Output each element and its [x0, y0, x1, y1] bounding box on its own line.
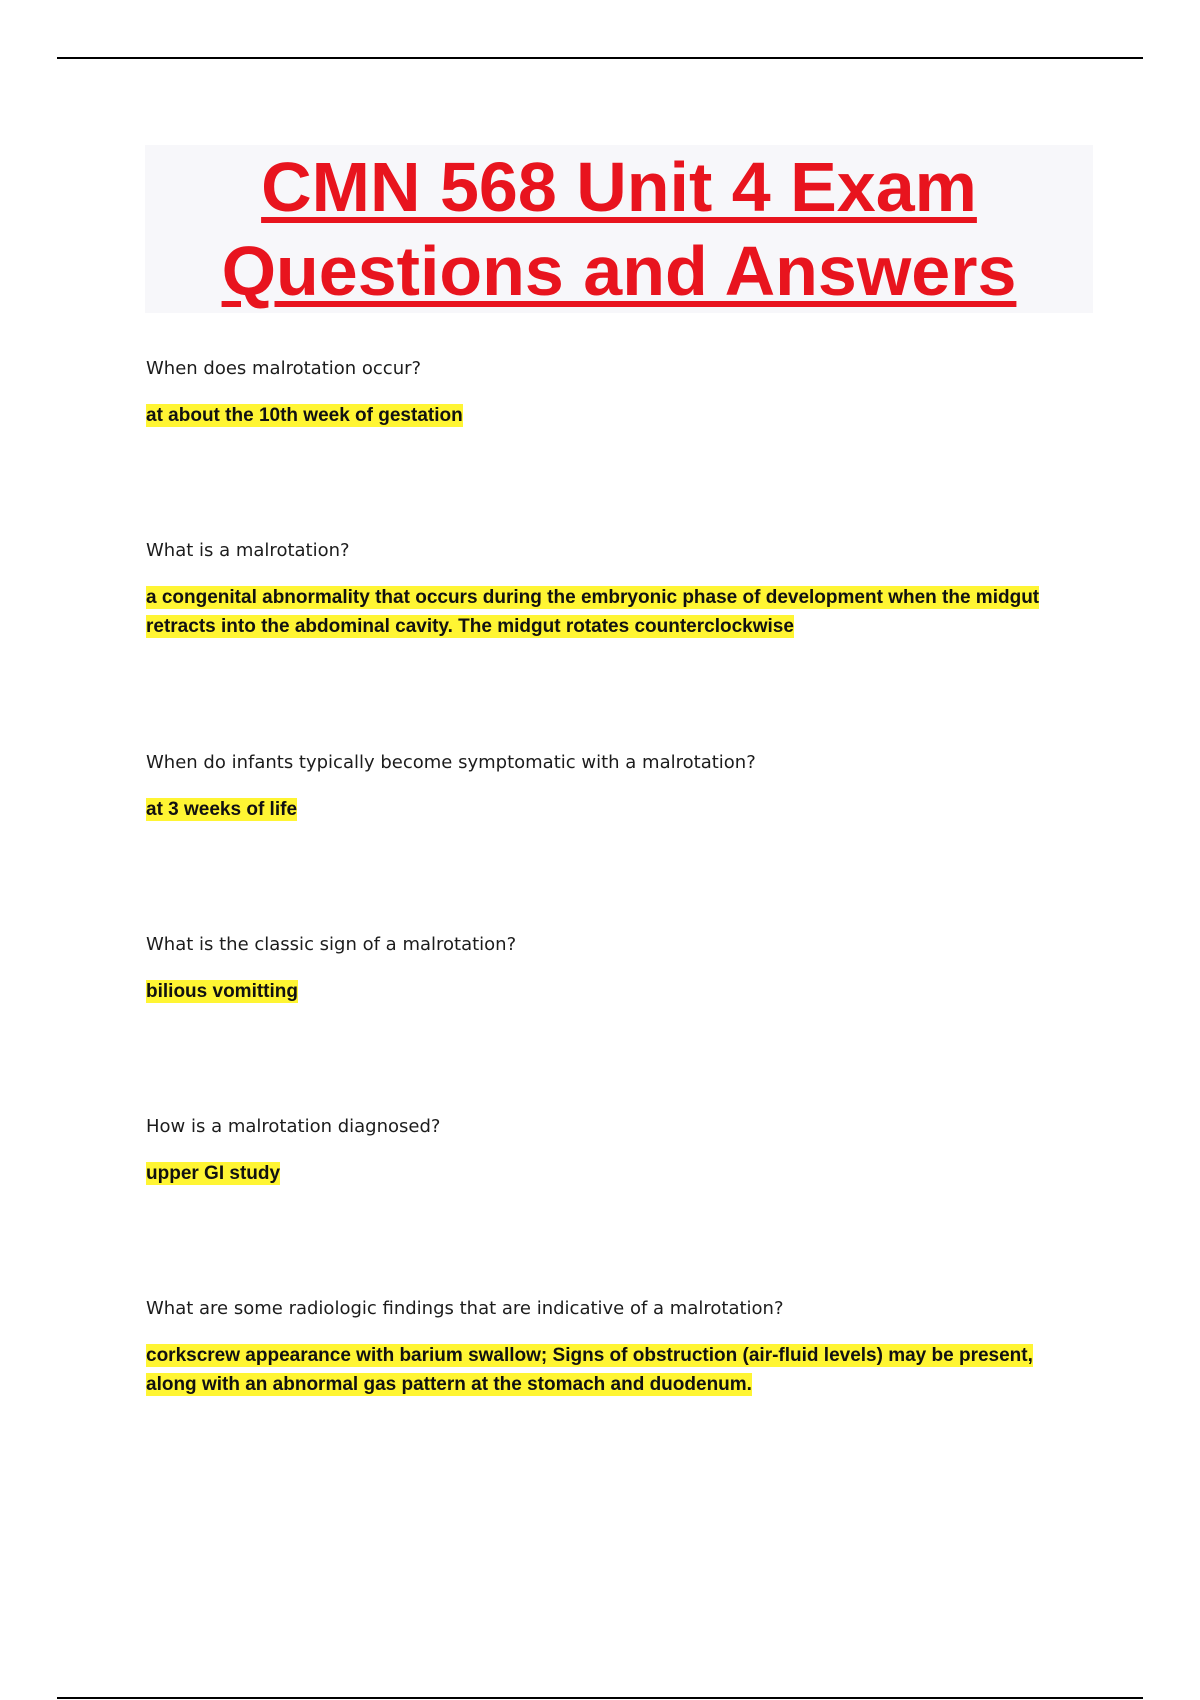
question-text: When do infants typically become symptomatic with a malrotation? [146, 752, 756, 773]
qa-item-4 [146, 933, 1086, 1006]
qa-item-2 [146, 539, 1086, 641]
question-text: How is a malrotation diagnosed? [146, 1116, 441, 1137]
qa-item-5 [146, 1115, 1086, 1188]
answer-text: a congenital abnormality that occurs during the embryonic phase of development when the midgut retracts into the abdominal cavity. The midgut rotates counterclockwise [146, 587, 1040, 637]
answer-text: at about the 10th week of gestation [146, 405, 463, 426]
qa-item-1 [146, 357, 1086, 430]
question-text: What is the classic sign of a malrotation? [146, 934, 517, 955]
footer-rule [57, 1697, 1143, 1699]
question-text: What is a malrotation? [146, 540, 350, 561]
answer-block [146, 1159, 1086, 1188]
answer-block [146, 401, 1086, 430]
qa-item-6 [146, 1297, 1086, 1399]
answer-text: corkscrew appearance with barium swallow; Signs of obstruction (air-fluid levels) may be present, along with an abnormal gas pattern at the stomach and duodenum. [146, 1345, 1033, 1395]
question-text: What are some radiologic findings that are indicative of a malrotation? [146, 1298, 784, 1319]
answer-block [146, 583, 1086, 641]
answer-text: bilious vomitting [146, 981, 298, 1002]
answer-block [146, 1341, 1086, 1399]
header-rule [57, 57, 1143, 59]
answer-block [146, 977, 1086, 1006]
answer-text: upper GI study [146, 1163, 281, 1184]
question-text: When does malrotation occur? [146, 358, 422, 379]
document-title-line-1: CMN 568 Unit 4 Exam [261, 148, 977, 226]
document-title-block [145, 145, 1093, 313]
qa-item-3 [146, 751, 1086, 824]
answer-block [146, 795, 1086, 824]
document-title-line-2: Questions and Answers [221, 232, 1017, 310]
answer-text: at 3 weeks of life [146, 799, 298, 820]
